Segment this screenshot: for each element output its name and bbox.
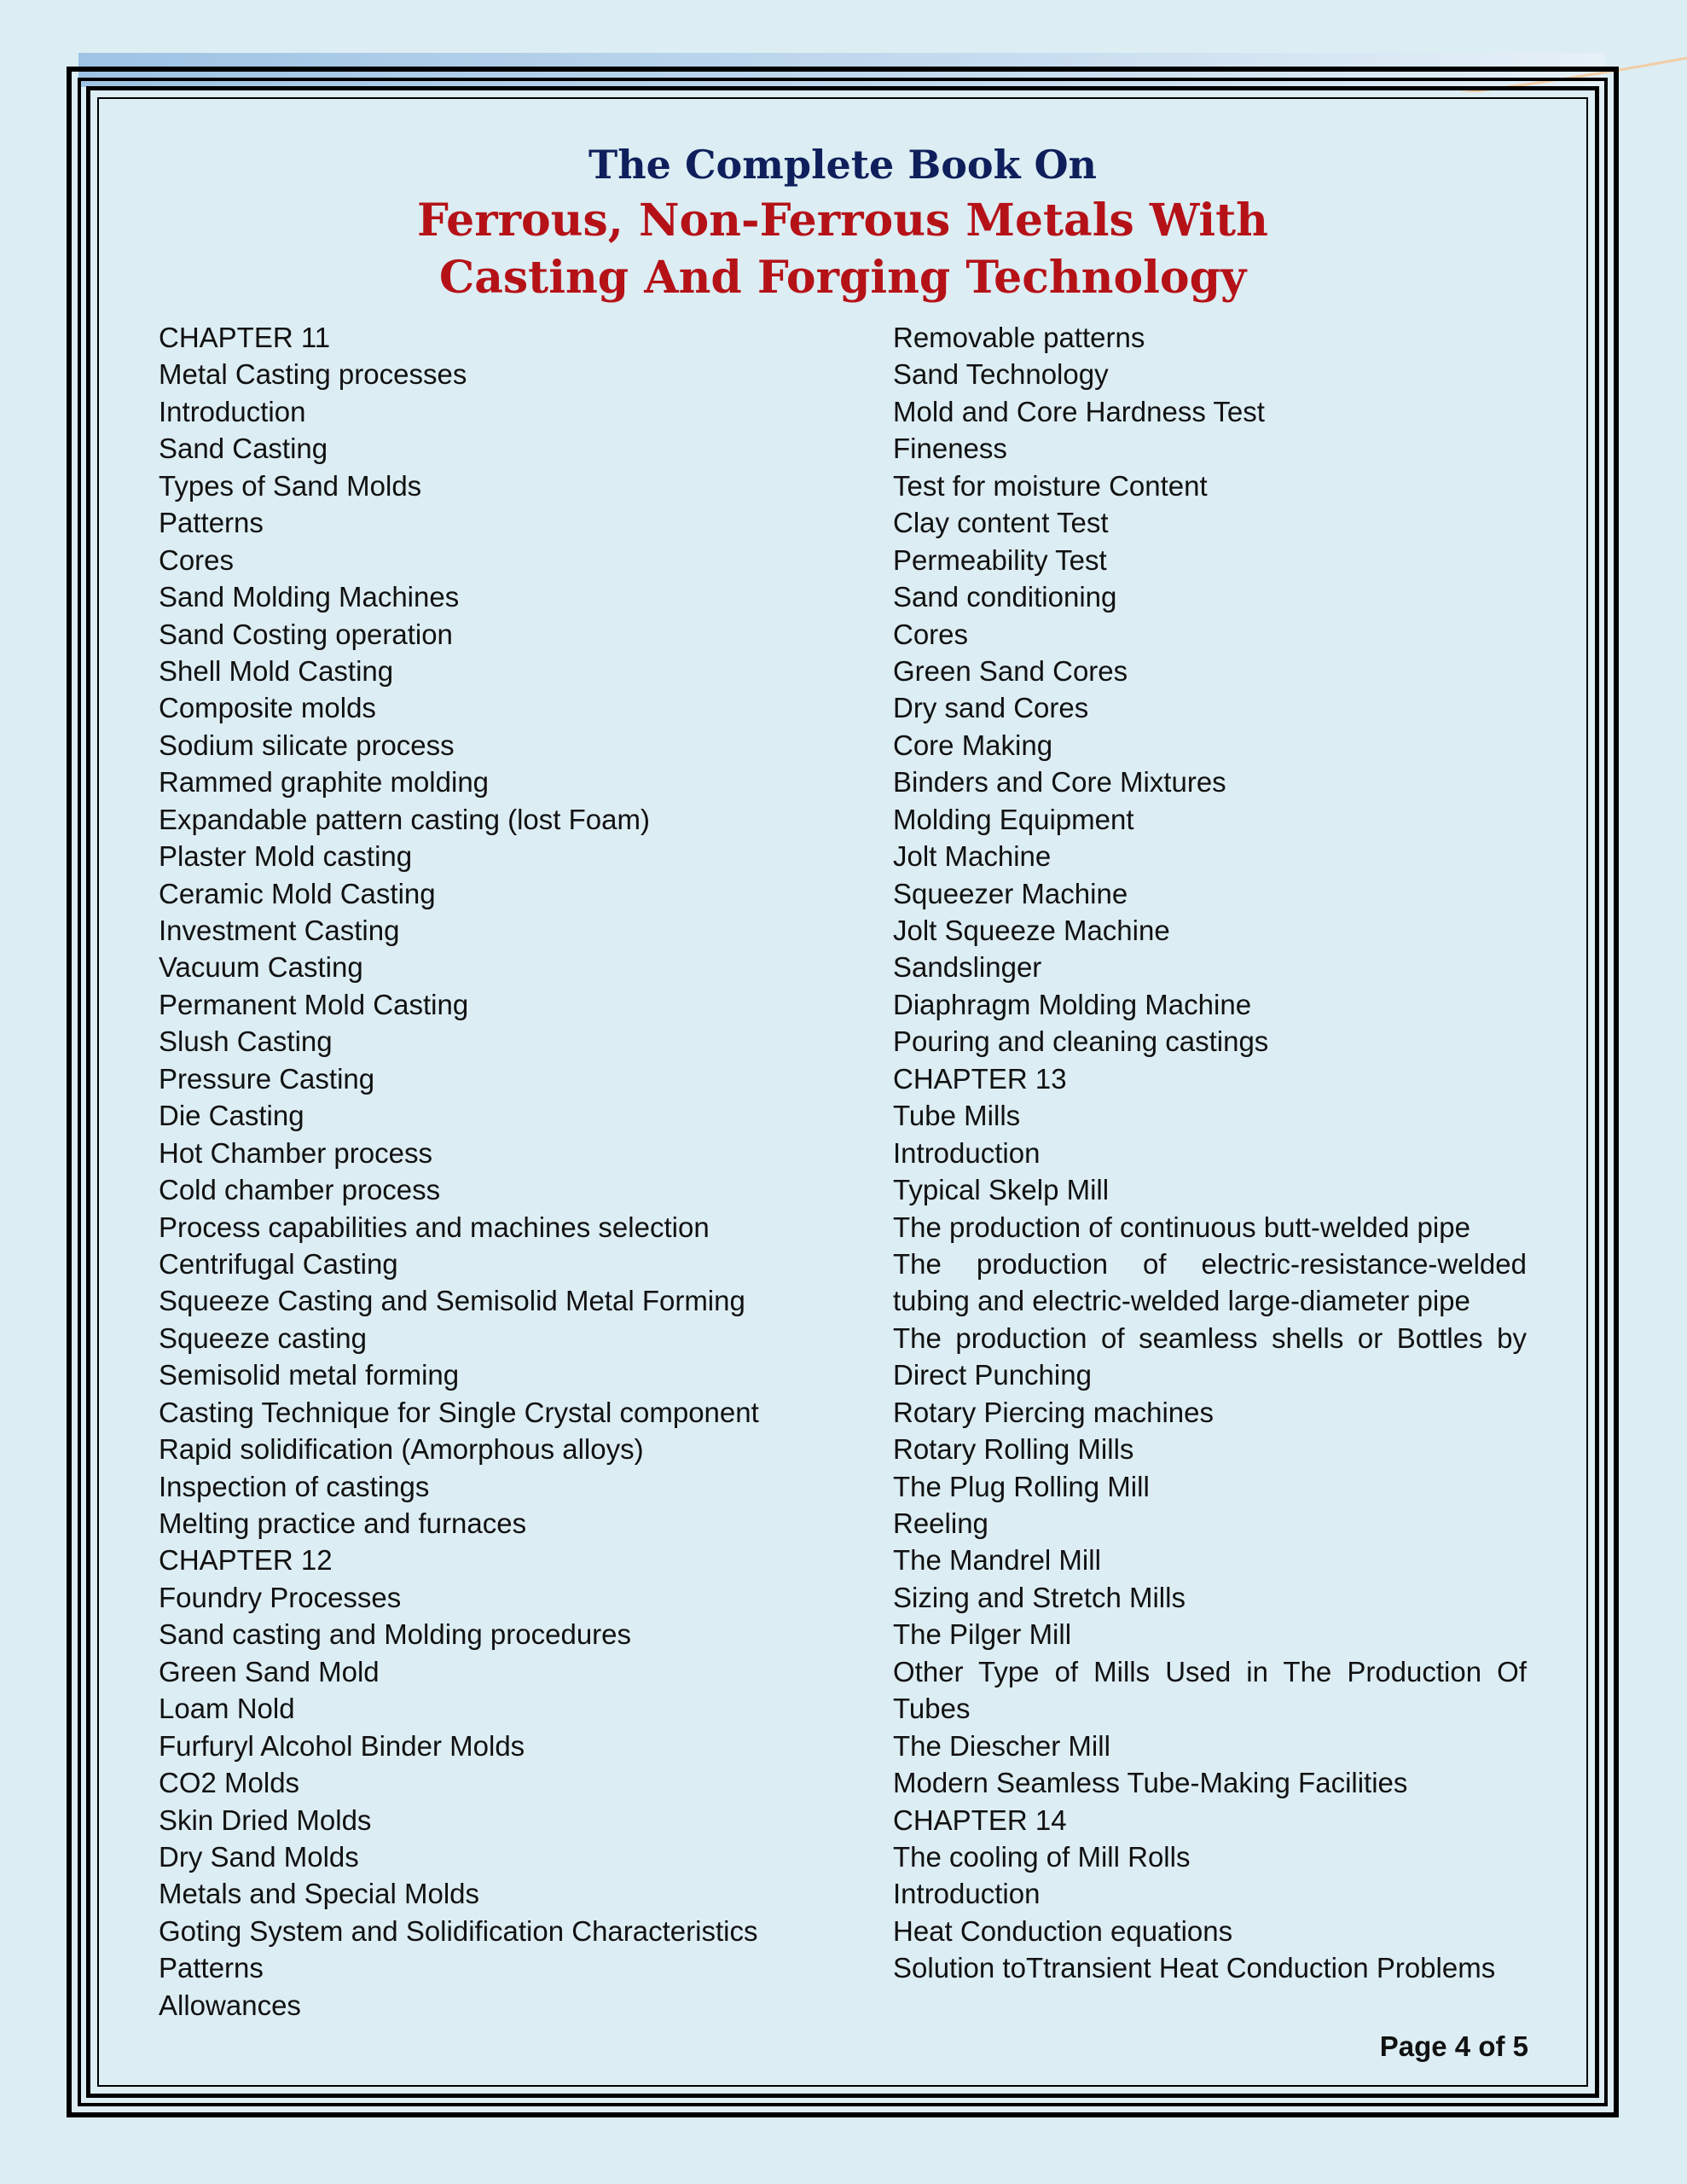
- contents-item: Squeezer Machine: [893, 877, 1128, 909]
- contents-item: Green Sand Mold: [159, 1655, 380, 1687]
- chapter-heading: CHAPTER 11: [159, 322, 331, 353]
- contents-item: Vacuum Casting: [159, 951, 363, 984]
- contents-item: Heat Conduction equations: [893, 1914, 1233, 1947]
- contents-item: Solution toTtransient Heat Conduction Problems: [893, 1952, 1496, 1984]
- contents-item: Permanent Mold Casting: [159, 988, 469, 1020]
- contents-item: Composite molds: [159, 692, 376, 724]
- contents-item: Direct Punching: [893, 1359, 1092, 1391]
- contents-item: Plaster Mold casting: [159, 840, 413, 873]
- contents-item: The Plug Rolling Mill: [893, 1470, 1150, 1502]
- contents-item: Slush Casting: [159, 1025, 333, 1058]
- contents-item: Metals and Special Molds: [159, 1878, 480, 1910]
- contents-right-column: [893, 319, 1527, 1987]
- contents-item: Pouring and cleaning castings: [893, 1025, 1269, 1058]
- contents-item: Test for moisture Content: [893, 469, 1208, 502]
- contents-item: Permeability Test: [893, 543, 1107, 576]
- contents-item: Introduction: [893, 1136, 1041, 1169]
- contents-item: Ceramic Mold Casting: [159, 877, 436, 909]
- contents-item: Cold chamber process: [159, 1174, 441, 1206]
- contents-item: Inspection of castings: [159, 1470, 430, 1502]
- contents-item: Rotary Rolling Mills: [893, 1433, 1134, 1466]
- contents-item: Foundry Processes: [159, 1581, 402, 1613]
- contents-item: Sandslinger: [893, 951, 1042, 984]
- contents-item: Melting practice and furnaces: [159, 1507, 527, 1539]
- contents-item: Rotary Piercing machines: [893, 1396, 1214, 1428]
- contents-item: Die Casting: [159, 1100, 304, 1132]
- contents-item: Clay content Test: [893, 507, 1109, 539]
- contents-item: Skin Dried Molds: [159, 1804, 372, 1836]
- contents-item: Metal Casting processes: [159, 358, 467, 391]
- contents-item: Sand Casting: [159, 433, 328, 465]
- contents-item: Core Making: [893, 729, 1053, 761]
- contents-item: tubing and electric-welded large-diameter pipe: [893, 1285, 1470, 1317]
- contents-item: Process capabilities and machines selection: [159, 1211, 710, 1243]
- contents-item: Centrifugal Casting: [159, 1247, 398, 1280]
- contents-item: Dry Sand Molds: [159, 1840, 359, 1873]
- contents-item: Binders and Core Mixtures: [893, 766, 1226, 799]
- contents-item: The Diescher Mill: [893, 1729, 1110, 1762]
- contents-item: CO2 Molds: [159, 1767, 300, 1799]
- chapter-heading: CHAPTER 12: [159, 1544, 333, 1577]
- contents-item: Sand Technology: [893, 358, 1109, 391]
- contents-item: Semisolid metal forming: [159, 1359, 460, 1391]
- chapter-heading: CHAPTER 14: [893, 1804, 1067, 1836]
- contents-item: Cores: [893, 618, 969, 650]
- contents-item: Jolt Squeeze Machine: [893, 915, 1170, 946]
- contents-item: Types of Sand Molds: [159, 469, 422, 502]
- contents-item: Dry sand Cores: [893, 692, 1089, 724]
- contents-item: Typical Skelp Mill: [893, 1174, 1110, 1206]
- contents-item: Jolt Machine: [893, 840, 1052, 873]
- contents-item: Casting Technique for Single Crystal component: [159, 1396, 759, 1428]
- contents-item: Sand conditioning: [893, 581, 1117, 613]
- book-title-line2: Casting And Forging Technology: [438, 252, 1247, 304]
- contents-item: Expandable pattern casting (lost Foam): [159, 803, 650, 835]
- page-number: Page 4 of 5: [1379, 2030, 1528, 2062]
- contents-item: The production of electric-resistance-welded: [893, 1247, 1527, 1280]
- contents-item: Rammed graphite molding: [159, 766, 490, 799]
- contents-item: Tubes: [893, 1693, 971, 1725]
- contents-item: Sand Molding Machines: [159, 581, 460, 613]
- contents-item: Patterns: [159, 1952, 264, 1984]
- contents-item: Rapid solidification (Amorphous alloys): [159, 1433, 644, 1466]
- contents-item: The production of continuous butt-welded pipe: [893, 1211, 1470, 1243]
- contents-item: Pressure Casting: [159, 1062, 375, 1095]
- contents-item: The Pilger Mill: [893, 1618, 1072, 1651]
- contents-item: Fineness: [893, 433, 1007, 465]
- contents-item: Shell Mold Casting: [159, 654, 394, 687]
- contents-item: Diaphragm Molding Machine: [893, 988, 1252, 1020]
- contents-item: Molding Equipment: [893, 803, 1134, 835]
- contents-item: Tube Mills: [893, 1100, 1021, 1132]
- contents-item: Cores: [159, 543, 235, 576]
- contents-item: Introduction: [159, 395, 306, 427]
- chapter-heading: CHAPTER 13: [893, 1062, 1067, 1095]
- contents-item: Mold and Core Hardness Test: [893, 395, 1265, 427]
- book-title-prefix: The Complete Book On: [588, 142, 1097, 188]
- contents-item: The production of seamless shells or Bottles by: [893, 1321, 1527, 1354]
- contents-item: Green Sand Cores: [893, 654, 1128, 687]
- book-title-line1: Ferrous, Non-Ferrous Metals With: [417, 195, 1268, 247]
- contents-item: Sodium silicate process: [159, 729, 455, 761]
- contents-item: Squeeze casting: [159, 1321, 368, 1354]
- contents-item: Sand casting and Molding procedures: [159, 1618, 632, 1651]
- contents-item: Other Type of Mills Used in The Production Of: [893, 1655, 1527, 1687]
- contents-left-column: [159, 319, 875, 2024]
- contents-item: Allowances: [159, 1989, 301, 2021]
- contents-item: Furfuryl Alcohol Binder Molds: [159, 1729, 525, 1762]
- contents-item: Hot Chamber process: [159, 1136, 432, 1169]
- contents-item: The Mandrel Mill: [893, 1544, 1101, 1577]
- contents-item: Reeling: [893, 1507, 988, 1539]
- contents-item: Introduction: [893, 1878, 1041, 1910]
- contents-item: Loam Nold: [159, 1693, 295, 1725]
- contents-item: The cooling of Mill Rolls: [893, 1840, 1191, 1873]
- contents-item: Goting System and Solidification Characteristics: [159, 1914, 758, 1947]
- contents-item: Modern Seamless Tube-Making Facilities: [893, 1767, 1408, 1799]
- contents-item: Investment Casting: [159, 915, 400, 946]
- contents-item: Squeeze Casting and Semisolid Metal Forming: [159, 1285, 745, 1317]
- contents-item: Patterns: [159, 507, 264, 539]
- contents-item: Removable patterns: [893, 322, 1145, 353]
- contents-item: Sand Costing operation: [159, 618, 453, 650]
- contents-item: Sizing and Stretch Mills: [893, 1581, 1186, 1613]
